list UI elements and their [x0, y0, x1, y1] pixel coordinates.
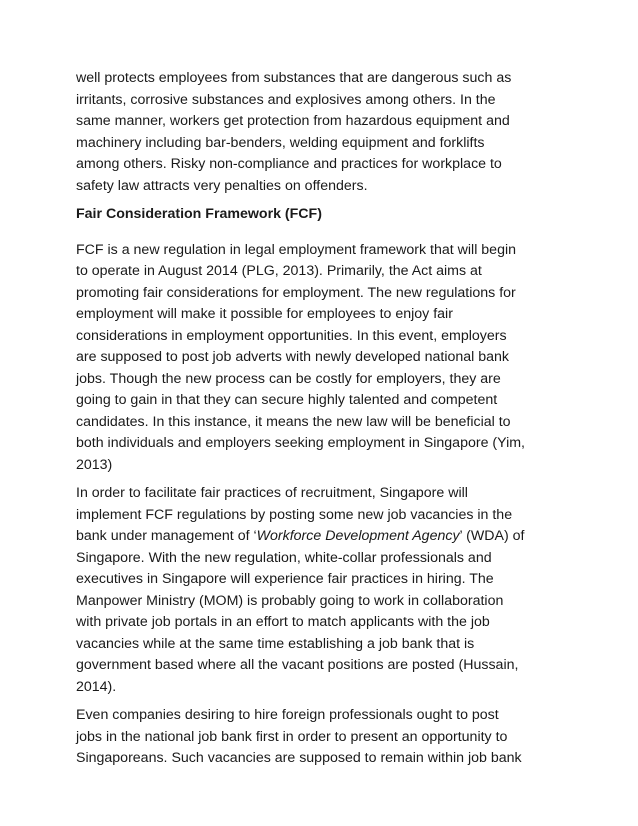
- paragraph-workplace-safety: [76, 68, 546, 197]
- text-fragment: bank under management of ‘: [76, 528, 257, 544]
- text-line: jobs. Though the new process can be costly for employers, they are: [76, 370, 501, 387]
- text-line: implement FCF regulations by posting some new job vacancies in the: [76, 506, 513, 523]
- paragraph-fcf-intro: [76, 240, 546, 477]
- text-line: same manner, workers get protection from hazardous equipment and: [76, 113, 510, 129]
- text-line: irritants, corrosive substances and explosives among others. In the: [76, 91, 496, 108]
- text-line: are supposed to post job adverts with newly developed national bank: [76, 349, 510, 365]
- text-line: Manpower Ministry (MOM) is probably going to work in collaboration: [76, 592, 504, 609]
- text-line: promoting fair considerations for employment. The new regulations for: [76, 284, 516, 301]
- text-line: 2014).: [76, 678, 117, 695]
- text-line: among others. Risky non-compliance and practices for workplace to: [76, 156, 502, 172]
- text-line: vacancies while at the same time establishing a job bank that is: [76, 635, 475, 652]
- paragraph-foreign-professionals: [76, 705, 546, 770]
- text-line: both individuals and employers seeking employment in Singapore (Yim,: [76, 435, 525, 451]
- text-line: to operate in August 2014 (PLG, 2013). Primarily, the Act aims at: [76, 263, 482, 279]
- text-line: considerations in employment opportunities. In this event, employers: [76, 327, 507, 344]
- text-line: FCF is a new regulation in legal employment framework that will begin: [76, 241, 517, 258]
- text-line: machinery including bar-benders, welding equipment and forklifts: [76, 134, 485, 151]
- paragraph-recruitment-practices: [76, 483, 546, 698]
- text-line: employment will make it possible for employees to enjoy fair: [76, 306, 453, 322]
- text-line: government based where all the vacant positions are posted (Hussain,: [76, 657, 519, 673]
- text-line: with private job portals in an effort to match applicants with the job: [76, 614, 490, 630]
- text-fragment: ’ (WDA) of: [459, 528, 525, 544]
- text-line: executives in Singapore will experience fair practices in hiring. The: [76, 571, 494, 587]
- text-line: going to gain in that they can secure highly talented and competent: [76, 392, 498, 408]
- text-line: Singaporeans. Such vacancies are supposed to remain within job bank: [76, 750, 522, 766]
- text-line: In order to facilitate fair practices of recruitment, Singapore will: [76, 485, 468, 501]
- text-line: safety law attracts very penalties on offenders.: [76, 177, 368, 194]
- section-heading: Fair Consideration Framework (FCF): [76, 206, 322, 222]
- text-line: well protects employees from substances that are dangerous such as: [76, 70, 512, 86]
- agency-name-italic: Workforce Development Agency: [256, 528, 460, 544]
- text-line: jobs in the national job bank first in order to present an opportunity to: [76, 728, 508, 745]
- text-line: candidates. In this instance, it means the new law will be beneficial to: [76, 413, 511, 430]
- text-line: 2013): [76, 456, 113, 473]
- document-body: [76, 68, 546, 777]
- text-line-with-italic: [76, 526, 546, 548]
- text-line: Even companies desiring to hire foreign professionals ought to post: [76, 707, 499, 723]
- text-line: Singapore. With the new regulation, white-collar professionals and: [76, 549, 492, 566]
